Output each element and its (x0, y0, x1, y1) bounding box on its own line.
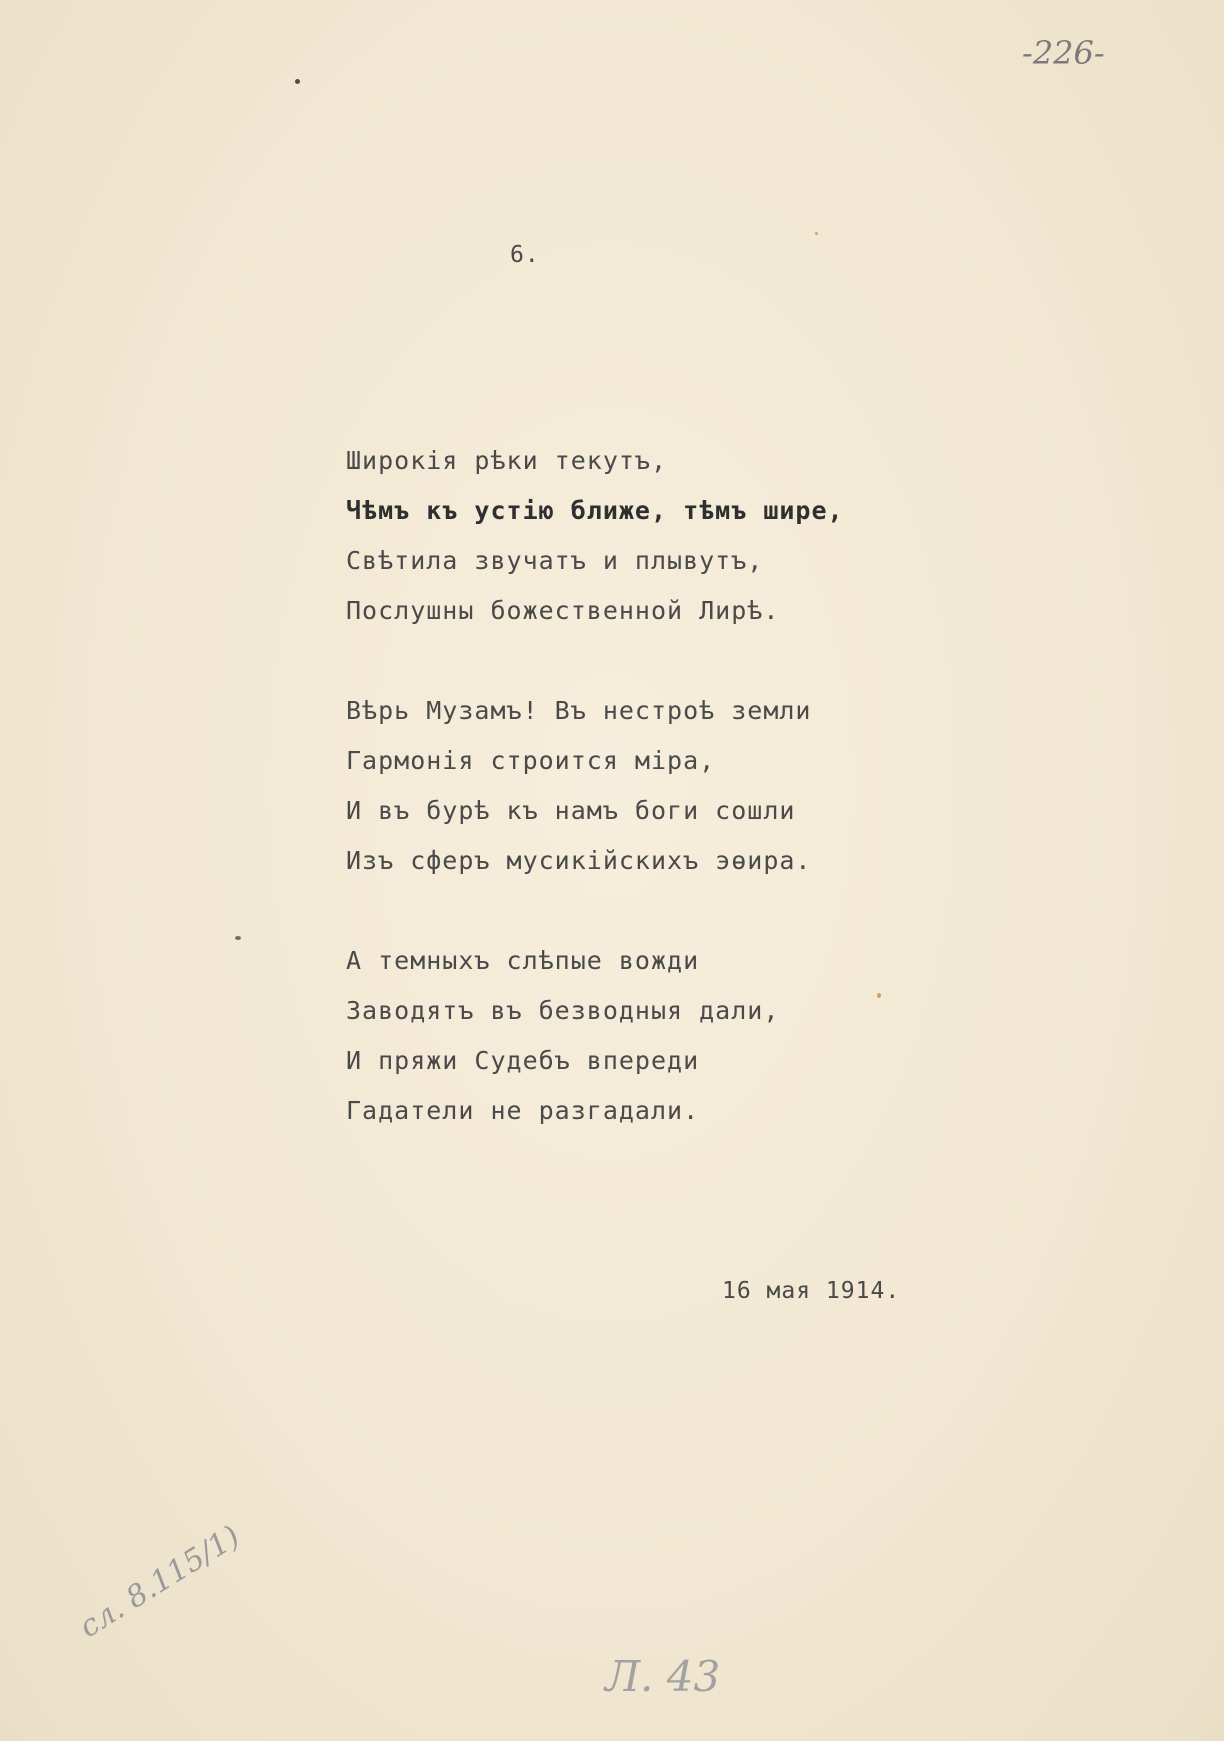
archive-shelf-mark: сл. 8.115/1) (73, 1518, 247, 1645)
poem-number: 6. (510, 242, 540, 268)
stanza-3 (346, 936, 844, 1136)
poem-line: Вѣрь Музамъ! Въ нестроѣ земли (346, 696, 812, 725)
poem-line: И въ бурѣ къ намъ боги сошли (346, 796, 796, 825)
stanza-1 (346, 436, 844, 636)
poem-line: Чѣмъ къ устiю ближе, тѣмъ шире, (346, 496, 844, 525)
poem-line: А темныхъ слѣпые вожди (346, 946, 700, 975)
paper-speck (877, 993, 881, 998)
stanza-2 (346, 686, 844, 886)
poem-body (346, 436, 844, 1136)
poem-line: Гадатели не разгадали. (346, 1096, 700, 1125)
poem-line: Заводятъ въ безводныя дали, (346, 996, 780, 1025)
poem-line: И пряжи Судебъ впереди (346, 1046, 700, 1075)
poem-line: Изъ сферъ мусикiйскихъ эѳира. (346, 846, 812, 875)
poem-line: Гармонiя строится мiра, (346, 746, 716, 775)
poem-line: Свѣтила звучатъ и плывутъ, (346, 546, 764, 575)
archive-page-number: -226- (1022, 34, 1105, 72)
paper-speck (815, 232, 818, 235)
poem-date: 16 мая 1914. (722, 1278, 901, 1304)
paper-speck (295, 79, 300, 84)
poem-line: Послушны божественной Лирѣ. (346, 596, 780, 625)
paper-speck (235, 936, 241, 940)
archive-leaf-number: Л. 43 (605, 1652, 721, 1701)
poem-line: Широкiя рѣки текутъ, (346, 446, 668, 475)
